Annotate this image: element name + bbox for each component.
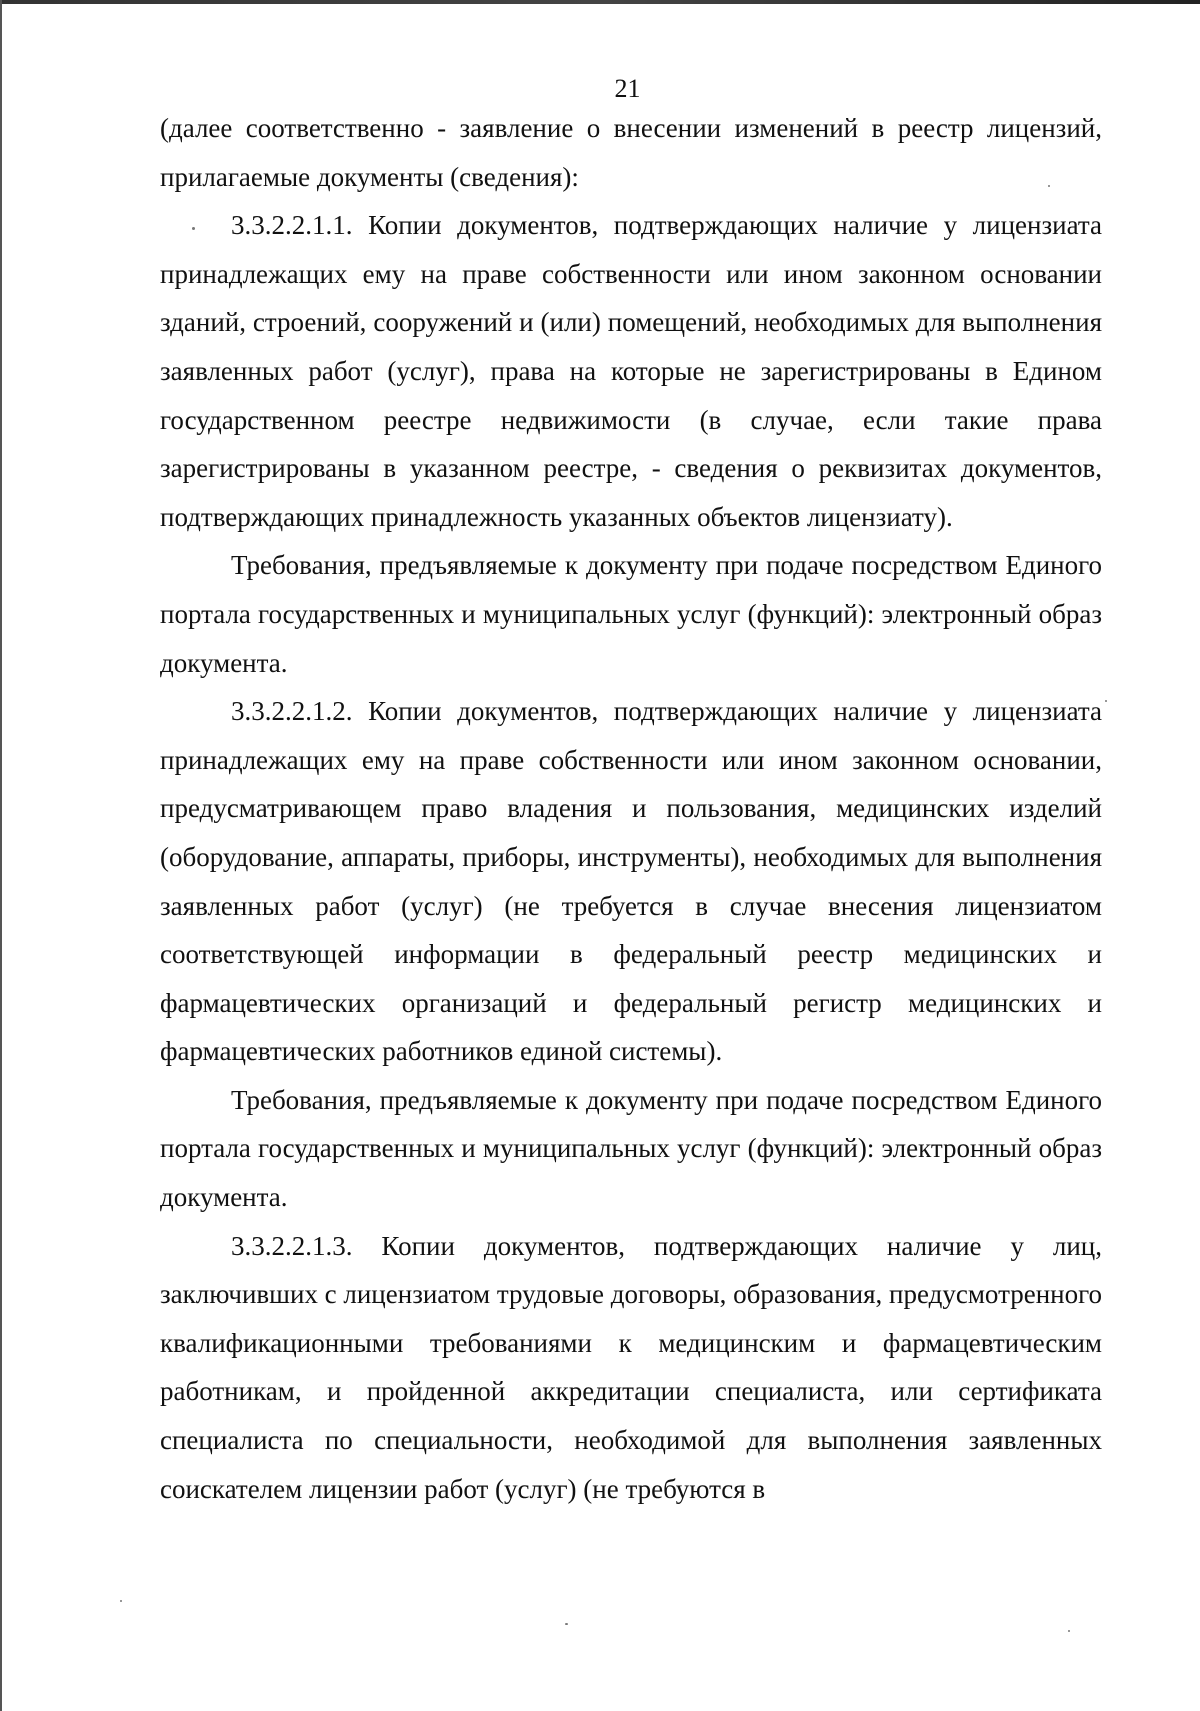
scan-speck: [1048, 185, 1050, 187]
paragraph-3-3-2-2-1-2: 3.3.2.2.1.2. Копии документов, подтверждающих наличие у лицензиата принадлежащих ему на праве собственности или ином законном основании, предусматривающем право владения и пользования, медицинских изделий (оборудование, аппараты, приборы, инструменты), необходимых для выполнения заявленных работ (услуг) (не требуется в случае внесения лицензиатом соответствующей информации в федеральный реестр медицинских и фармацевтических организаций и федеральный регистр медицинских и фармацевтических работников единой системы).: [160, 696, 1102, 1067]
scan-speck: [1068, 1630, 1070, 1632]
scan-top-edge: [0, 0, 1200, 4]
paragraph-requirements-1: Требования, предъявляемые к документу при подаче посредством Единого портала государственных и муниципальных услуг (функций): электронный образ документа.: [160, 550, 1102, 678]
paragraph-intro: (далее соответственно - заявление о внесении изменений в реестр лицензий, прилагаемые документы (сведения):: [160, 113, 1102, 192]
paragraph-requirements-2: Требования, предъявляемые к документу при подаче посредством Единого портала государственных и муниципальных услуг (функций): электронный образ документа.: [160, 1084, 1102, 1213]
scan-speck: [1105, 700, 1107, 702]
paragraph-3-3-2-2-1-3: 3.3.2.2.1.3. Копии документов, подтверждающих наличие у лиц, заключивших с лицензиатом трудовые договоры, образования, предусмотренного квалификационными требованиями к медицинским и фармацевтическим работникам, и пройденной аккредитации специалиста, или сертификата специалиста по специальности, необходимой для выполнения заявленных соискателем лицензии работ (услуг) (не требуются в: [160, 1230, 1102, 1504]
page-number: 21: [614, 74, 641, 103]
paragraph-3-3-2-2-1-1: 3.3.2.2.1.1. Копии документов, подтверждающих наличие у лицензиата принадлежащих ему на праве собственности или ином законном основании зданий, строений, сооружений и (или) помещений, необходимых для выполнения заявленных работ (услуг), права на которые не зарегистрированы в Едином государственном реестре недвижимости (в случае, если такие права зарегистрированы в указанном реестре, - сведения о реквизитах документов, подтверждающих принадлежность указанных объектов лицензиату).: [160, 210, 1102, 532]
document-body: [160, 104, 1102, 1513]
scan-speck: [565, 1623, 568, 1625]
scan-speck: [120, 1600, 122, 1602]
scan-speck: [192, 227, 195, 230]
scan-left-edge: [0, 0, 2, 1711]
